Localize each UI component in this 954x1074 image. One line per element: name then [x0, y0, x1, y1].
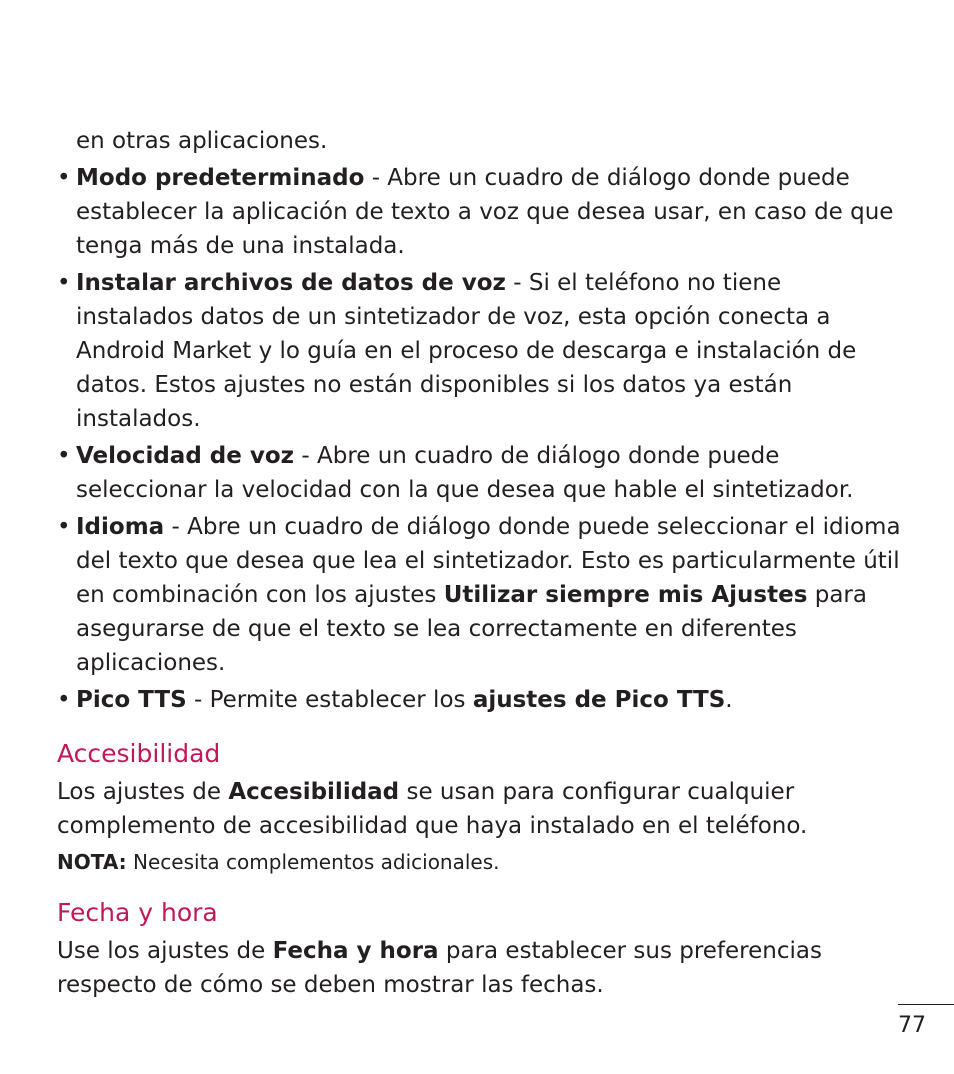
note [57, 848, 902, 876]
page-number-rule [898, 1004, 954, 1005]
para-text: Los ajustes de [57, 779, 229, 805]
item-term: Velocidad de voz [76, 443, 295, 469]
item-term: Modo predeterminado [76, 165, 365, 191]
bullet-icon: • [57, 443, 71, 469]
list-item [57, 439, 902, 507]
para-text: Use los ajustes de [57, 938, 273, 964]
item-term: Instalar archivos de datos de voz [76, 270, 506, 296]
list-item [57, 683, 902, 717]
item-term: Idioma [76, 514, 165, 540]
item-inline-term: Utilizar siempre mis Ajustes [443, 582, 808, 608]
list-item [57, 266, 902, 436]
item-description: - Abre un cuadro de diálogo donde puede seleccionar el idioma del texto que desea que lea el sintetizador. Esto es particularmente útil en combinación con los ajustes [76, 514, 901, 608]
item-description: - Si el teléfono no tiene instalados datos de un sintetizador de voz, esta opción conecta a Android Market y lo guía en el proceso de descarga e instalación de datos. Estos ajustes no están disponibles si los datos ya están instalados. [76, 270, 857, 432]
item-description: - Abre un cuadro de diálogo donde puede establecer la aplicación de texto a voz que desea usar, en caso de que tenga más de una instalada. [76, 165, 894, 259]
bullet-icon: • [57, 514, 71, 540]
item-term: Pico TTS [76, 687, 187, 713]
list-item [57, 510, 902, 680]
fecha-paragraph [57, 934, 902, 1002]
bullet-icon: • [57, 270, 71, 296]
para-term: Accesibilidad [228, 779, 400, 805]
item-inline-term: ajustes de Pico TTS [472, 687, 726, 713]
tts-settings-list [57, 161, 902, 717]
para-text-end: se usan para configurar cualquier complemento de accesibilidad que haya instalado en el teléfono. [57, 779, 808, 839]
item-description-end: . [725, 687, 733, 713]
continuation-text: en otras aplicaciones. [76, 128, 328, 154]
note-label: NOTA: [57, 850, 127, 874]
accesibilidad-paragraph [57, 775, 902, 843]
note-text: Necesita complementos adicionales. [126, 850, 500, 874]
bullet-icon: • [57, 165, 71, 191]
list-item [57, 161, 902, 263]
section-heading-fecha-y-hora: Fecha y hora [57, 898, 218, 927]
document-body [57, 124, 902, 1002]
section-heading-accesibilidad: Accesibilidad [57, 739, 221, 768]
item-description-end: para asegurarse de que el texto se lea correctamente en diferentes aplicaciones. [76, 582, 867, 676]
item-description: - Permite establecer los [186, 687, 473, 713]
bullet-icon: • [57, 687, 71, 713]
page-number: 77 [898, 1013, 926, 1038]
para-term: Fecha y hora [272, 938, 439, 964]
item-description: - Abre un cuadro de diálogo donde puede seleccionar la velocidad con la que desea que hable el sintetizador. [76, 443, 854, 503]
para-text-end: para establecer sus preferencias respecto de cómo se deben mostrar las fechas. [57, 938, 822, 998]
